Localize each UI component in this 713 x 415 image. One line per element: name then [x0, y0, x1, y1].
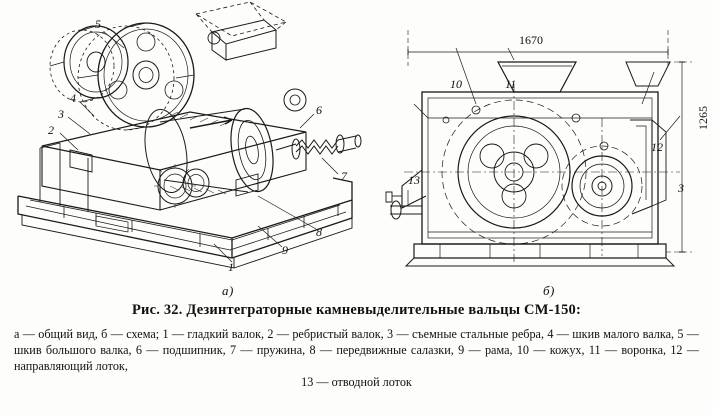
label-a-6: 6: [316, 103, 322, 117]
label-a-9: 9: [282, 243, 288, 257]
panel-a-general-view: [0, 0, 378, 300]
panel-b-drawing: [380, 0, 713, 300]
figure-legend: а — общий вид, б — схема; 1 — гладкий валок, 2 — ребристый валок, 3 — съемные стальные ребра, 4 — шкив малого валка, 5 — шкив большого валка, 6 — подшипник, 7 — пружина, 8 — передвижные салазки, 9 — рама, 10 — кожух, 11 — воронка, 12 — направляющий лоток,: [14, 327, 699, 374]
label-b-10: 10: [450, 77, 462, 91]
dimension-width-1670: 1670: [519, 33, 543, 47]
caption-block: [0, 300, 713, 390]
label-b-13: 13: [408, 173, 420, 187]
label-b-3: 3: [678, 181, 684, 195]
label-a-3: 3: [58, 107, 64, 121]
label-b-12: 12: [651, 140, 663, 154]
label-a-7: 7: [341, 169, 347, 183]
panel-b-caption: б): [543, 283, 555, 298]
label-a-2: 2: [48, 123, 54, 137]
label-a-1: 1: [228, 260, 234, 274]
figure-title: Рис. 32. Дезинтеграторные камневыделительные вальцы СМ-150:: [131, 302, 582, 318]
label-a-4: 4: [70, 91, 76, 105]
panel-b-schematic: [380, 0, 713, 300]
panel-a-drawing: [0, 0, 378, 300]
dimension-height-1265: 1265: [696, 106, 710, 130]
label-a-8: 8: [316, 225, 322, 239]
figure-legend-last: 13 — отводной лоток: [301, 375, 412, 390]
panel-a-caption: а): [222, 283, 234, 298]
label-a-5: 5: [95, 17, 101, 31]
label-b-11: 11: [505, 77, 517, 91]
